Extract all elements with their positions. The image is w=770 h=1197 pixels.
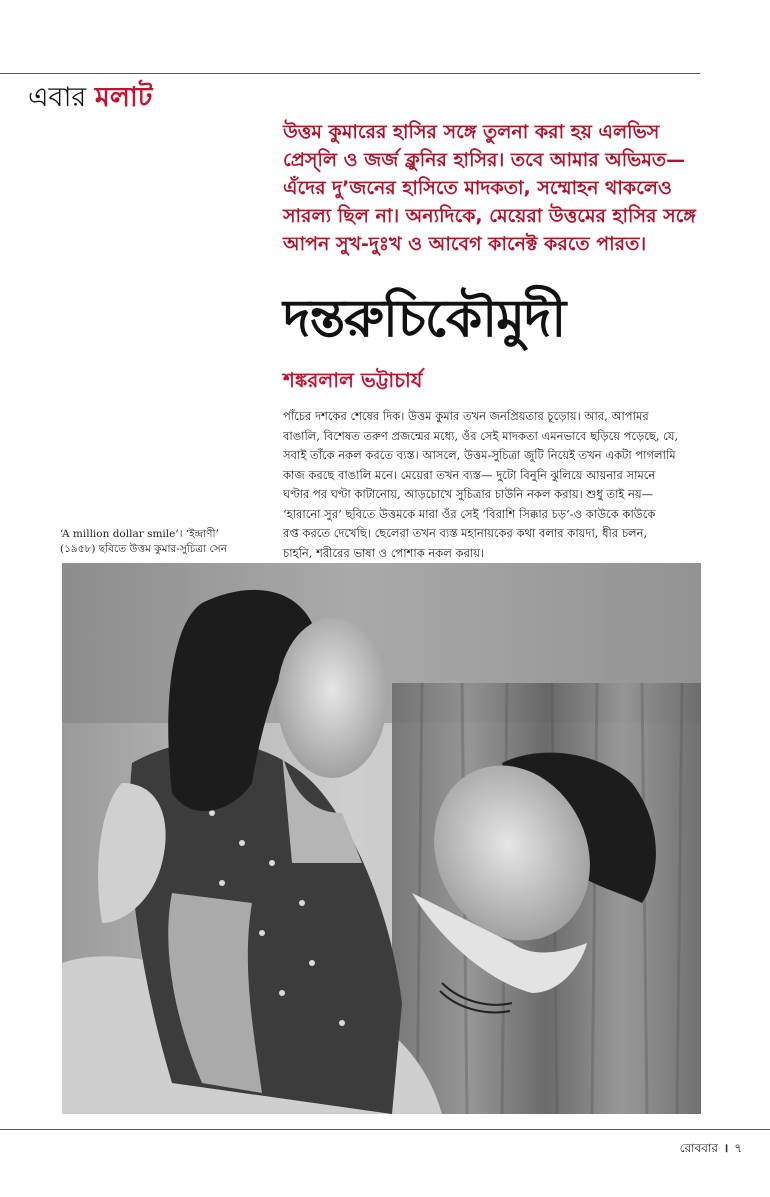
footer-separator: । [723,1141,729,1155]
pull-quote-line: আপন সুখ-দুঃখ ও আবেগ কানেক্ট করতে পারত। [283,233,647,255]
pull-quote-line: প্রেস্‌লি ও জর্জ ক্লুনির হাসির। তবে আমার অভিমত— [283,149,686,171]
body-line: চাহনি, শরীরের ভাষা ও পোশাক নকল করায়। [283,545,485,560]
body-line: ঘণ্টার পর ঘণ্টা কাটানোয়, আড়চোখে সুচিত্রার চাউনি নকল করায়। শুধু তাই নয়— [283,487,654,501]
body-line: পাঁচের দশকের শেষের দিক। উত্তম কুমার তখন জনপ্রিয়তার চূড়োয়। আর, আপামর [283,409,649,423]
body-line: সবাই তাঁকে নকল করতে ব্যস্ত। আসলে, উত্তম-সুচিত্রা জুটি নিয়েই তখন একটা পাগলামি [283,448,676,462]
page-number: ৭ [734,1141,742,1155]
section-label-part1: এবার [28,82,87,113]
film-still-photo [62,563,701,1114]
page-footer [680,1139,742,1157]
article-body [283,407,703,563]
woman-face [277,618,387,778]
section-label-part2: মলাট [94,82,153,113]
pull-quote-line: এঁদের দু’জনের হাসিতে মাদকতা, সম্মোহন থাকলেও [283,177,672,199]
top-rule [0,73,700,74]
caption-line: (১৯৫৮) ছবিতে উত্তম কুমার-সুচিত্রা সেন [60,543,227,555]
caption-line: ‘A million dollar smile’। ‘ইন্দ্রাণী’ [60,528,219,540]
photo-caption [60,527,275,557]
body-line: বাঙালি, বিশেষত তরুণ প্রজন্মের মধ্যে, ওঁর সেই মাদকতা এমনভাবে ছড়িয়ে পড়েছে, যে, [283,428,679,443]
section-label [28,82,153,114]
body-line: রপ্ত করতে দেখেছি। ছেলেরা তখন ব্যস্ত মহানায়কের কথা বলার কায়দা, ধীর চলন, [283,526,648,540]
author-byline: শঙ্করলাল ভট্টাচার্য [283,368,423,392]
pull-quote-line: উত্তম কুমারের হাসির সঙ্গে তুলনা করা হয় এলভিস [283,121,660,143]
body-line: কাজ করছে বাঙালি মনে। মেয়েরা তখন ব্যস্ত— দুটো বিনুনি ঝুলিয়ে আয়নার সামনে [283,467,656,482]
magazine-name: রোববার [679,1141,718,1155]
body-line: ‘হারানো সুর’ ছবিতে উত্তমকে মারা ওঁর সেই ‘বিরাশি সিক্কার চড়’-ও কাউকে কাউকে [283,506,656,521]
bottom-rule [0,1129,770,1130]
pull-quote [283,118,703,258]
pull-quote-line: সারল্য ছিল না। অন্যদিকে, মেয়েরা উত্তমের হাসির সঙ্গে [283,205,696,227]
article-headline: দন্তরুচিকৌমুদী [283,289,566,349]
